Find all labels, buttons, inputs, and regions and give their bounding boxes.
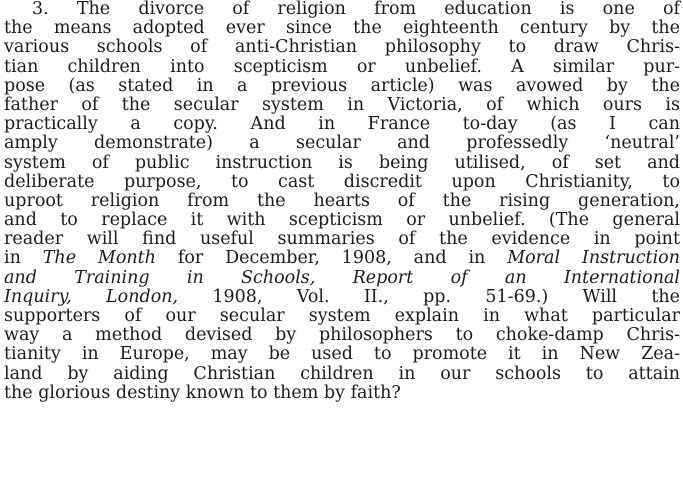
paragraph-line-with-italics	[4, 288, 680, 307]
italic-title: and Training in Schools, Report of an International	[4, 267, 680, 288]
paragraph-line: amply demonstrate) a secular and professedly ‘neutral’	[4, 133, 680, 154]
paragraph-line: tian children into scepticism or unbelief. A similar pur-	[4, 56, 680, 77]
paragraph-line: the means adopted ever since the eighteenth century by the	[4, 18, 680, 39]
italic-title: Inquiry, London,	[4, 286, 179, 307]
paragraph-line: uproot religion from the hearts of the rising generation,	[4, 190, 680, 211]
paragraph-line: tianity in Europe, may be used to promote it in New Zea-	[4, 344, 680, 365]
paragraph-line-italic	[4, 269, 680, 288]
paragraph-line: reader will find useful summaries of the evidence in point	[4, 229, 680, 250]
paragraph-line: the glorious destiny known to them by faith?	[4, 382, 401, 403]
paragraph-line: system of public instruction is being utilised, of set and	[4, 152, 680, 173]
paragraph	[4, 0, 680, 403]
paragraph-line: way a method devised by philosophers to choke-damp Chris-	[4, 325, 680, 346]
paragraph-line: father of the secular system in Victoria, of which ours is	[4, 94, 680, 115]
paragraph-line: deliberate purpose, to cast discredit upon Christianity, to	[4, 171, 680, 192]
text-run: in	[4, 248, 43, 269]
italic-title: The Month	[42, 248, 156, 269]
paragraph-line: land by aiding Christian children in our schools to attain	[4, 363, 680, 384]
paragraph-line: pose (as stated in a previous article) was avowed by the	[4, 75, 680, 96]
paragraph-line: practically a copy. And in France to-day (as I can	[4, 114, 680, 135]
paragraph-line: supporters of our secular system explain in what particular	[4, 306, 680, 326]
text-run: 1908, Vol. II., pp. 51-69.) Will the	[178, 286, 680, 307]
paragraph-line-with-italics	[4, 249, 680, 268]
text-run: for December, 1908, and in	[155, 248, 508, 269]
paragraph-line: various schools of anti-Christian philosophy to draw Chris-	[4, 37, 680, 58]
paragraph-line: 3. The divorce of religion from education is one of	[32, 0, 680, 19]
paragraph-line: and to replace it with scepticism or unbelief. (The general	[4, 210, 680, 231]
italic-title: Moral Instruction	[507, 248, 680, 269]
